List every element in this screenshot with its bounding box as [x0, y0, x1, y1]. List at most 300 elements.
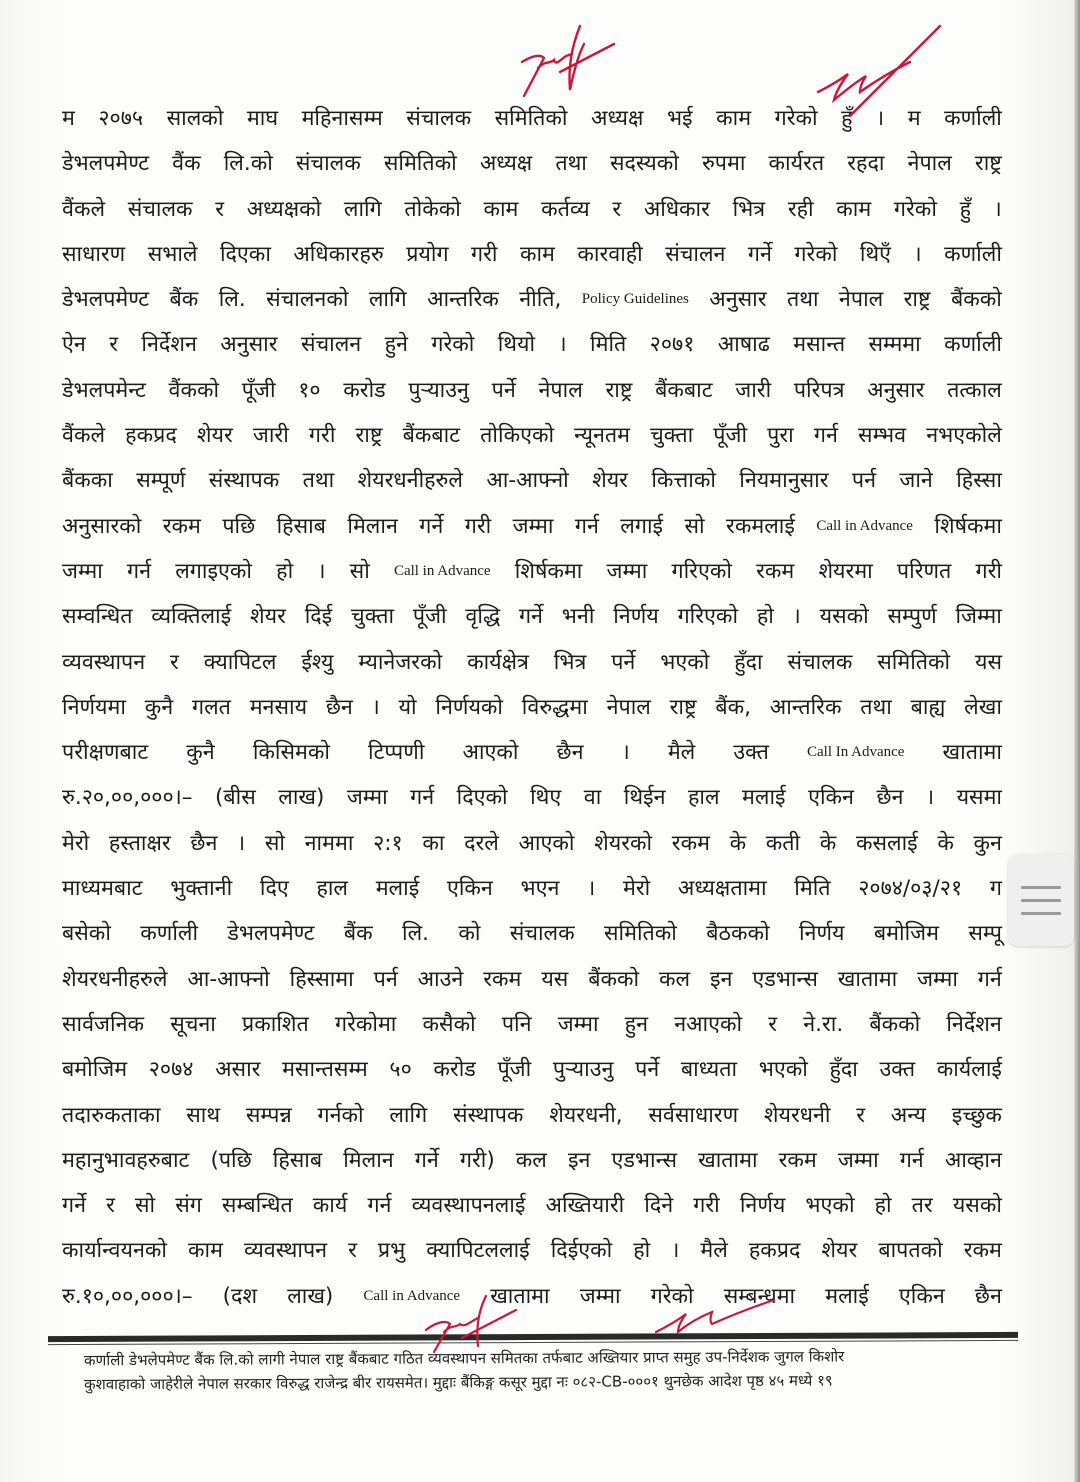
- word: अध्यक्ष: [479, 151, 533, 177]
- word: निर्णय: [739, 1193, 786, 1219]
- word: संचालन: [300, 332, 362, 358]
- word: बसेको: [62, 921, 111, 947]
- word: जारी: [252, 423, 289, 449]
- english-term: Call in Advance: [393, 562, 491, 579]
- word: सो: [135, 1193, 156, 1219]
- word: सभाले: [147, 241, 198, 267]
- word: मलाई: [742, 785, 786, 811]
- word: समितिको: [383, 151, 457, 177]
- word: पुरा: [767, 423, 794, 449]
- text-line: [62, 685, 1002, 730]
- word: के: [819, 830, 837, 856]
- word: सम्ममा: [868, 332, 921, 358]
- word: शेयरको: [594, 830, 653, 856]
- word: मसान्तसम्म: [282, 1057, 368, 1083]
- word: र: [106, 1193, 115, 1219]
- word: थियो: [497, 332, 536, 358]
- word: नेपाल: [606, 694, 651, 720]
- word: ५०: [389, 1057, 412, 1083]
- word: यस: [541, 966, 569, 992]
- word: २:१: [373, 830, 403, 856]
- word: व्यवस्थापन: [243, 1238, 328, 1264]
- word: प्रकाशित: [242, 1011, 309, 1037]
- word: म्यानेजरको: [358, 649, 443, 675]
- word: भएको: [660, 649, 710, 675]
- word: मैले: [700, 1238, 728, 1264]
- word: संचालक: [787, 649, 853, 675]
- word: निर्णयमा: [62, 694, 126, 720]
- english-term: Call in Advance: [816, 517, 913, 534]
- word: न्यूनतम: [574, 423, 631, 449]
- word: जम्मा: [346, 785, 388, 811]
- footer-line-2: कुशवाहाको जाहेरीले नेपाल सरकार विरुद्ध राजेन्द्र बीर रायसमेत। मुद्दाः बैंकिङ्ग कसूर मुद्दा नः ०८२-CB-०००१ थुनछेक आदेश पृष्ठ ४५ मध्ये १९: [84, 1371, 833, 1394]
- word: शेयर: [592, 468, 628, 494]
- word: ।: [558, 332, 567, 358]
- text-line: [62, 1093, 1002, 1138]
- word: भएको: [758, 1057, 808, 1083]
- word: काम: [483, 196, 519, 222]
- word: बैंकको: [950, 287, 1002, 313]
- word: २०७४/०३/२१: [858, 876, 963, 902]
- word: निर्णय: [798, 921, 845, 947]
- word: र: [170, 649, 179, 675]
- word: इच्छुक: [951, 1102, 1002, 1128]
- word: बमोजिम: [873, 921, 939, 947]
- word: सम्वन्धित: [62, 604, 133, 630]
- word: रुपमा: [701, 151, 746, 177]
- word: माघ: [246, 106, 279, 131]
- word: नेपाल: [907, 151, 952, 177]
- word: यसको: [819, 604, 869, 630]
- word: हस्ताक्षर: [108, 830, 171, 856]
- word: समितिको: [494, 106, 568, 131]
- word: डेभलपमेण्ट: [227, 921, 315, 947]
- english-term: Call In Advance: [806, 744, 905, 761]
- word: हकप्रद: [125, 423, 177, 449]
- word: पुऱ्याउनु: [552, 1057, 614, 1083]
- word: डेभलपमेन्ट: [62, 377, 146, 403]
- word: (बीस: [215, 785, 256, 811]
- word: कसैको: [422, 1011, 476, 1037]
- word: शेयरधनीहरुले: [357, 468, 463, 494]
- word: र: [768, 1011, 778, 1037]
- word: रकमलाई: [726, 513, 795, 539]
- word: पूँजी: [713, 423, 748, 449]
- word: लि.: [402, 921, 429, 947]
- word: सूचना: [170, 1011, 216, 1037]
- word: र: [215, 196, 225, 222]
- word: जम्मा: [917, 966, 958, 992]
- word: गर्न: [574, 513, 599, 539]
- word: निर्णय: [613, 604, 659, 630]
- word: हो: [756, 604, 774, 630]
- word: माध्यमबाट: [62, 876, 143, 902]
- word: काम: [188, 1238, 223, 1264]
- word: गर्ने: [518, 604, 543, 630]
- word: लागि: [368, 287, 407, 313]
- word: ।: [317, 558, 326, 584]
- word: वा: [583, 785, 602, 811]
- word: बैठकको: [706, 921, 770, 947]
- word: गलत: [191, 694, 231, 720]
- page-footer: [84, 1344, 984, 1397]
- word: अख्तियारी: [545, 1193, 625, 1219]
- word: गरेको: [794, 241, 838, 267]
- word: गर्न: [367, 1193, 392, 1219]
- text-line: [62, 594, 1002, 639]
- word: बैंकबाट: [402, 423, 461, 449]
- word: कसलाई: [855, 830, 918, 856]
- word: बैंकको: [588, 966, 640, 992]
- word: जम्मा: [837, 1147, 879, 1173]
- word: कुन: [973, 830, 1002, 856]
- word: कार्यान्वयनको: [62, 1238, 167, 1264]
- word: लगाइएको: [175, 558, 252, 584]
- word: वैंकको: [168, 377, 220, 403]
- word: शिर्षकमा: [934, 513, 1002, 539]
- word: संचालन: [665, 241, 726, 267]
- word: ।: [792, 604, 801, 630]
- word: वैंकले: [62, 423, 106, 449]
- word: बाह्य: [910, 694, 946, 720]
- word: गर्न: [977, 966, 1002, 992]
- word: गरी: [471, 241, 498, 267]
- word: कार्य: [312, 1193, 348, 1219]
- word: असार: [215, 1057, 261, 1083]
- word: कर्णाली: [944, 106, 1002, 131]
- word: शेयरमा: [818, 558, 873, 584]
- word: यस: [974, 649, 1002, 675]
- text-line: [62, 1138, 1002, 1183]
- word: जम्मा: [512, 513, 554, 539]
- word: अधिकारहरु: [293, 241, 384, 267]
- word: कारवाही: [577, 241, 643, 267]
- word: काम: [716, 106, 752, 131]
- word: एकिन: [446, 876, 493, 902]
- word: ।: [671, 1238, 680, 1264]
- word: गर्न: [899, 1147, 924, 1173]
- word: उक्त: [879, 1057, 916, 1083]
- word: गर्नको: [317, 1102, 364, 1128]
- text-line: [62, 413, 1002, 458]
- word: म: [907, 106, 921, 131]
- word: ।: [993, 196, 1002, 222]
- word: हुन: [624, 1011, 649, 1037]
- word: सालको: [166, 106, 224, 131]
- word: गरी): [459, 1147, 495, 1173]
- word: संचालक: [295, 151, 361, 177]
- text-line: [62, 640, 1002, 685]
- word: शिर्षकमा: [514, 558, 583, 584]
- word: सदस्यको: [609, 151, 679, 177]
- word: ।: [237, 830, 246, 856]
- word: गरेको: [774, 106, 818, 131]
- word: भुक्तानी: [170, 876, 233, 902]
- word: लाख): [287, 1283, 334, 1309]
- word: भित्र: [732, 196, 766, 222]
- word: लि.: [218, 287, 246, 313]
- word: डेभलपमेण्ट: [62, 151, 150, 177]
- word: नेपाल: [538, 377, 583, 403]
- word: ।: [371, 694, 380, 720]
- word: र: [612, 196, 622, 222]
- word: मेरो: [623, 876, 651, 902]
- word: अन्य: [890, 1102, 927, 1128]
- word: जारी: [735, 377, 772, 403]
- word: समितिको: [604, 921, 677, 947]
- word: कल: [515, 1147, 547, 1173]
- word: हो: [874, 1193, 892, 1219]
- word: अध्यक्षतामा: [677, 876, 767, 902]
- word: आव्हान: [944, 1147, 1002, 1173]
- word: कर्णाली: [140, 921, 199, 947]
- word: ।: [925, 785, 935, 811]
- word: हिसाब: [276, 513, 326, 539]
- word: हिसाब: [272, 1147, 323, 1173]
- word: ।: [876, 106, 885, 131]
- word: ग: [989, 876, 1002, 902]
- word: कुनै: [186, 740, 215, 766]
- word: नाममा: [304, 830, 354, 856]
- word: बैंकका: [62, 468, 113, 494]
- word: र: [109, 332, 119, 358]
- word: कार्यलाई: [936, 1057, 1002, 1083]
- word: जम्मा: [579, 1283, 621, 1309]
- word: थिएँ: [859, 241, 892, 267]
- word: जम्मा: [606, 558, 648, 584]
- word: कार्यक्षेत्र: [467, 649, 529, 675]
- word: संग: [175, 1193, 202, 1219]
- word: मनसाय: [249, 694, 308, 720]
- word: चुक्ता: [650, 423, 694, 449]
- word: अनुसार: [867, 377, 925, 403]
- hamburger-menu-icon-bar: [1021, 912, 1061, 915]
- word: काम: [836, 196, 872, 222]
- word: शेयरधनी,: [549, 1102, 623, 1128]
- hamburger-menu-icon-bar: [1021, 899, 1061, 902]
- word: सम्पू: [968, 921, 1002, 947]
- word: मिति: [794, 876, 831, 902]
- word: हुँ: [959, 196, 971, 222]
- word: पुऱ्याउनु: [408, 377, 469, 403]
- word: उक्त: [733, 740, 769, 766]
- word: बैंक: [169, 287, 199, 313]
- text-line: [62, 549, 1002, 594]
- word: डेभलपमेण्ट: [62, 287, 150, 313]
- word: व्यक्तिलाई: [151, 604, 232, 630]
- word: खातामा: [942, 740, 1002, 766]
- word: दिईएको: [550, 1238, 613, 1264]
- word: जम्मा: [62, 558, 103, 584]
- word: अध्यक्ष: [591, 106, 644, 131]
- word: कर्णाली: [944, 241, 1002, 267]
- word: राष्ट्र: [355, 423, 383, 449]
- word: पछि: [222, 513, 256, 539]
- word: २०७१: [649, 332, 695, 358]
- word: आषाढ: [717, 332, 770, 358]
- word: क्यापिटल: [203, 649, 277, 675]
- word: समितिको: [877, 649, 951, 675]
- text-line: [62, 504, 1002, 549]
- word: लेखा: [964, 694, 1002, 720]
- word: सम्पूर्ण: [136, 468, 186, 494]
- text-line: [62, 775, 1002, 820]
- text-line: [62, 730, 1002, 775]
- word: रकम: [671, 830, 710, 856]
- word: परिपत्र: [793, 377, 845, 403]
- word: गरी: [975, 558, 1002, 584]
- word: गरी: [693, 1193, 720, 1219]
- word: भनी: [561, 604, 595, 630]
- word: गरेको: [893, 196, 937, 222]
- word: कुनै: [144, 694, 174, 720]
- word: राष्ट्र: [903, 287, 931, 313]
- word: साथ: [186, 1102, 221, 1128]
- word: लागि: [343, 196, 382, 222]
- word: यसमा: [956, 785, 1002, 811]
- word: गर्ने: [419, 513, 444, 539]
- word: पर्ने: [635, 1057, 660, 1083]
- word: संचालक: [509, 921, 575, 947]
- word: सम्बन्धमा: [723, 1283, 796, 1309]
- text-line: [62, 1274, 1002, 1319]
- word: गरेको: [431, 332, 475, 358]
- word: अनुसार: [220, 332, 278, 358]
- word: हो: [276, 558, 294, 584]
- word: ऐन: [62, 332, 86, 358]
- word: सार्वजनिक: [62, 1011, 145, 1037]
- word: भित्र: [553, 649, 587, 675]
- word: छैन: [325, 694, 353, 720]
- word: किसिमको: [252, 740, 330, 766]
- word: दरले: [464, 830, 499, 856]
- word: हकप्रद: [748, 1238, 801, 1264]
- word: एकिन: [898, 1283, 945, 1309]
- page-edge-shadow: [1074, 0, 1080, 1482]
- word: एडभान्स: [752, 966, 818, 992]
- footer-line-1: कर्णाली डेभलेपमेण्ट बैंक लि.को लागी नेपाल राष्ट्र बैंकबाट गठित व्यवस्थापन समितका तर्फबाट अख्तियार प्राप्त समुह उप-निर्देशक जुगल किशोर: [83, 1347, 845, 1370]
- word: कर्णाली: [944, 332, 1002, 358]
- word: हिस्सामा: [289, 966, 354, 992]
- word: आन्तरिक: [427, 287, 499, 313]
- word: शेयर: [196, 423, 233, 449]
- word: मलाई: [375, 876, 420, 902]
- word: सम्पुर्ण: [887, 604, 937, 630]
- word: बाध्यता: [680, 1057, 738, 1083]
- word: पूँजी: [497, 1057, 532, 1083]
- word: अध्यक्षको: [246, 196, 322, 222]
- word: सो: [684, 513, 705, 539]
- word: अनुसार: [709, 287, 767, 313]
- word: के: [729, 830, 747, 856]
- text-line: [62, 1002, 1002, 1047]
- word: गरिएको: [677, 604, 739, 630]
- word: रकम: [963, 1238, 1002, 1264]
- hamburger-menu-icon: [1021, 886, 1061, 889]
- word: आन्तरिक: [769, 694, 842, 720]
- text-line: [62, 911, 1002, 956]
- word: निर्देशन: [141, 332, 197, 358]
- word: ईश्यु: [301, 649, 334, 675]
- word: पर्न: [373, 966, 398, 992]
- word: गरिएको: [671, 558, 732, 584]
- word: भएन: [520, 876, 560, 902]
- word: रु.२०,००,०००।–: [62, 785, 193, 811]
- word: रकम: [483, 966, 522, 992]
- word: लागि: [389, 1102, 428, 1128]
- word: हुँदा: [829, 1057, 858, 1083]
- word: ।: [913, 241, 922, 267]
- word: व्यवस्थापनलाई: [411, 1193, 526, 1219]
- word: सम्भव: [858, 423, 907, 449]
- word: भएको: [805, 1193, 855, 1219]
- word: निर्देशन: [946, 1011, 1002, 1037]
- word: शेयरधनीहरुले: [62, 966, 168, 992]
- word: नभएकोले: [926, 423, 1002, 449]
- word: हुने: [384, 332, 408, 358]
- word: मेरो: [62, 830, 90, 856]
- word: छैन: [974, 1283, 1002, 1309]
- word: मिति: [590, 332, 627, 358]
- word: राष्ट्र: [974, 151, 1002, 177]
- word: र: [348, 1238, 357, 1264]
- word: लि.को: [223, 151, 273, 177]
- word: गरेकोमा: [334, 1011, 397, 1037]
- word: नआएको: [674, 1011, 743, 1037]
- word: छैन: [556, 740, 584, 766]
- word: तथा: [786, 287, 819, 313]
- text-line: [62, 277, 1002, 322]
- word: महिनासम्म: [301, 106, 383, 131]
- word: आ-आफ्नो: [187, 966, 270, 992]
- word: तोकिएको: [480, 423, 555, 449]
- text-line: [62, 866, 1002, 911]
- word: कती: [765, 830, 801, 856]
- word: ।: [621, 740, 630, 766]
- word: गरी: [308, 423, 336, 449]
- word: सम्पन्न: [245, 1102, 292, 1128]
- word: अनुसारको: [62, 513, 142, 539]
- word: हाल: [688, 785, 720, 811]
- word: पूँजी: [412, 604, 447, 630]
- text-line: [62, 957, 1002, 1002]
- word: के: [937, 830, 954, 856]
- word: कार्यरत: [768, 151, 825, 177]
- word: परीक्षणबाट: [62, 740, 149, 766]
- word: कल: [658, 966, 691, 992]
- word: तथा: [302, 468, 335, 494]
- word: गर्न: [126, 558, 152, 584]
- word: सो: [349, 558, 370, 584]
- word: पनि: [501, 1011, 532, 1037]
- word: बैंकको: [869, 1011, 921, 1037]
- word: शेयर: [249, 604, 286, 630]
- word: हो: [633, 1238, 651, 1264]
- word: रकम: [756, 558, 795, 584]
- word: हाल: [316, 876, 348, 902]
- word: २०७४: [148, 1057, 194, 1083]
- text-line: [62, 1047, 1002, 1092]
- word: मिलान: [343, 1147, 394, 1173]
- word: संचालनको: [266, 287, 349, 313]
- word: इन: [709, 966, 733, 992]
- word: तथा: [860, 694, 892, 720]
- text-line: [62, 322, 1002, 367]
- word: वैंकले: [62, 196, 106, 222]
- menu-button[interactable]: [1008, 854, 1074, 946]
- word: मलाई: [825, 1283, 869, 1309]
- word: बैंक: [343, 921, 373, 947]
